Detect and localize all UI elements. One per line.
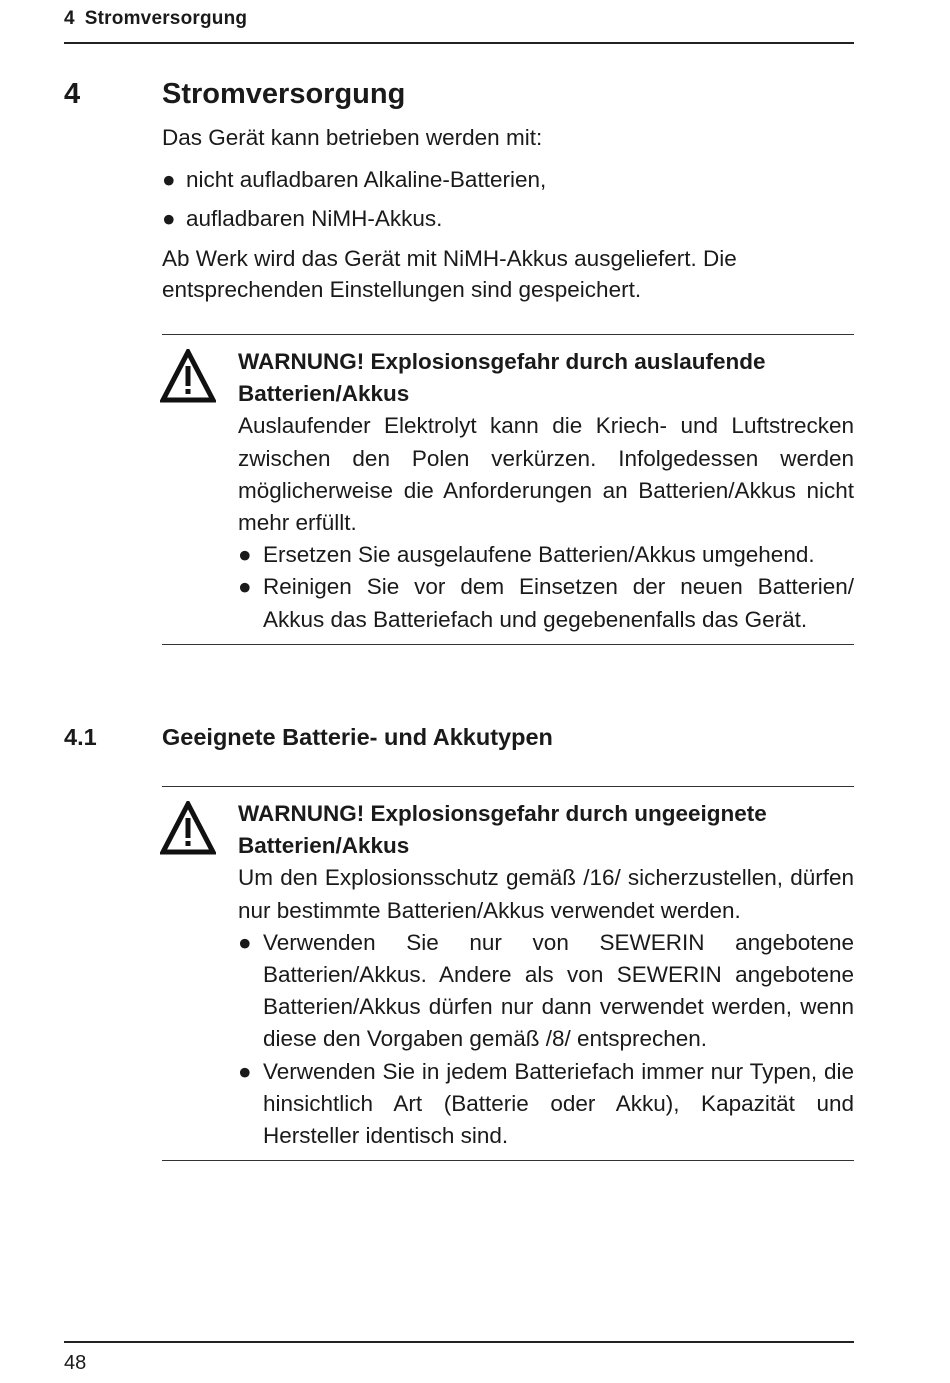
bullet-icon: ● <box>162 167 176 192</box>
list-item <box>162 164 546 195</box>
subsection-title: Geeignete Batterie- und Akkutypen <box>162 724 553 750</box>
warning-triangle-icon <box>160 801 216 855</box>
bullet-icon: ● <box>162 206 176 231</box>
section-intro: Das Gerät kann betrieben werden mit: <box>162 125 543 150</box>
running-header <box>64 8 247 30</box>
warning-block <box>238 798 854 1152</box>
warning-list-item <box>238 571 854 635</box>
warning-list-item-text: Verwenden Sie nur von SEWERIN angebotene Batterien/Akkus. Andere als von SEWERIN angebotene Batterien/Akkus dürfen nur dann verwendet werden, wenn diese den Vorgaben gemäß /8/ entsprechen. <box>263 929 854 1052</box>
warning-bottom-rule <box>162 1160 854 1161</box>
warning-list-item <box>238 539 854 571</box>
warning-title: WARNUNG! Explosionsgefahr durch ungeeignete Batterien/Akkus <box>238 801 767 859</box>
section-paragraph: Ab Werk wird das Gerät mit NiMH-Akkus ausgeliefert. Die entsprechenden Einstellungen sind gespeichert. <box>162 246 737 302</box>
warning-triangle-icon <box>160 349 216 403</box>
subsection-number: 4.1 <box>64 724 97 750</box>
warning-text: Um den Explosionsschutz gemäß /16/ sicherzustellen, dürfen nur bestimmte Batterien/Akkus verwendet werden. <box>238 865 854 923</box>
warning-list-item-text: Verwenden Sie in jedem Batteriefach immer nur Typen, die hinsichtlich Art (Batterie oder Akku), Kapazität und Hersteller identisch sind. <box>263 1058 854 1149</box>
section-title: Stromversorgung <box>162 78 406 110</box>
warning-bottom-rule <box>162 644 854 645</box>
warning-list-item <box>238 927 854 1056</box>
footer-rule <box>64 1341 854 1343</box>
bullet-icon: ● <box>238 574 252 600</box>
bullet-icon: ● <box>238 929 252 955</box>
bullet-icon: ● <box>238 542 252 568</box>
warning-top-rule <box>162 786 854 787</box>
warning-text: Auslaufender Elektrolyt kann die Kriech- und Luftstrecken zwischen den Polen verkürzen. Infolgedessen werden möglicherweise die Anforderungen an Batterien/Akkus nicht mehr erfüllt. <box>238 413 854 536</box>
bullet-icon: ● <box>238 1058 252 1084</box>
warning-top-rule <box>162 334 854 335</box>
running-header-title: Stromversorgung <box>84 8 248 29</box>
section-number: 4 <box>64 78 81 110</box>
warning-block <box>238 346 854 636</box>
warning-list-item-text: Reinigen Sie vor dem Einsetzen der neuen Batterien/ Akkus das Batteriefach und gegebenenfalls das Gerät. <box>263 574 854 632</box>
page-number: 48 <box>64 1352 87 1374</box>
running-header-number: 4 <box>64 8 75 29</box>
warning-title: WARNUNG! Explosionsgefahr durch auslaufende Batterien/Akkus <box>238 349 766 407</box>
warning-list-item <box>238 1056 854 1153</box>
list-item <box>162 203 442 234</box>
list-item-text: aufladbaren NiMH-Akkus. <box>186 206 443 231</box>
warning-list-item-text: Ersetzen Sie ausgelaufene Batterien/Akkus umgehend. <box>263 542 815 568</box>
list-item-text: nicht aufladbaren Alkaline-Batterien, <box>186 167 547 192</box>
header-rule <box>64 42 854 44</box>
